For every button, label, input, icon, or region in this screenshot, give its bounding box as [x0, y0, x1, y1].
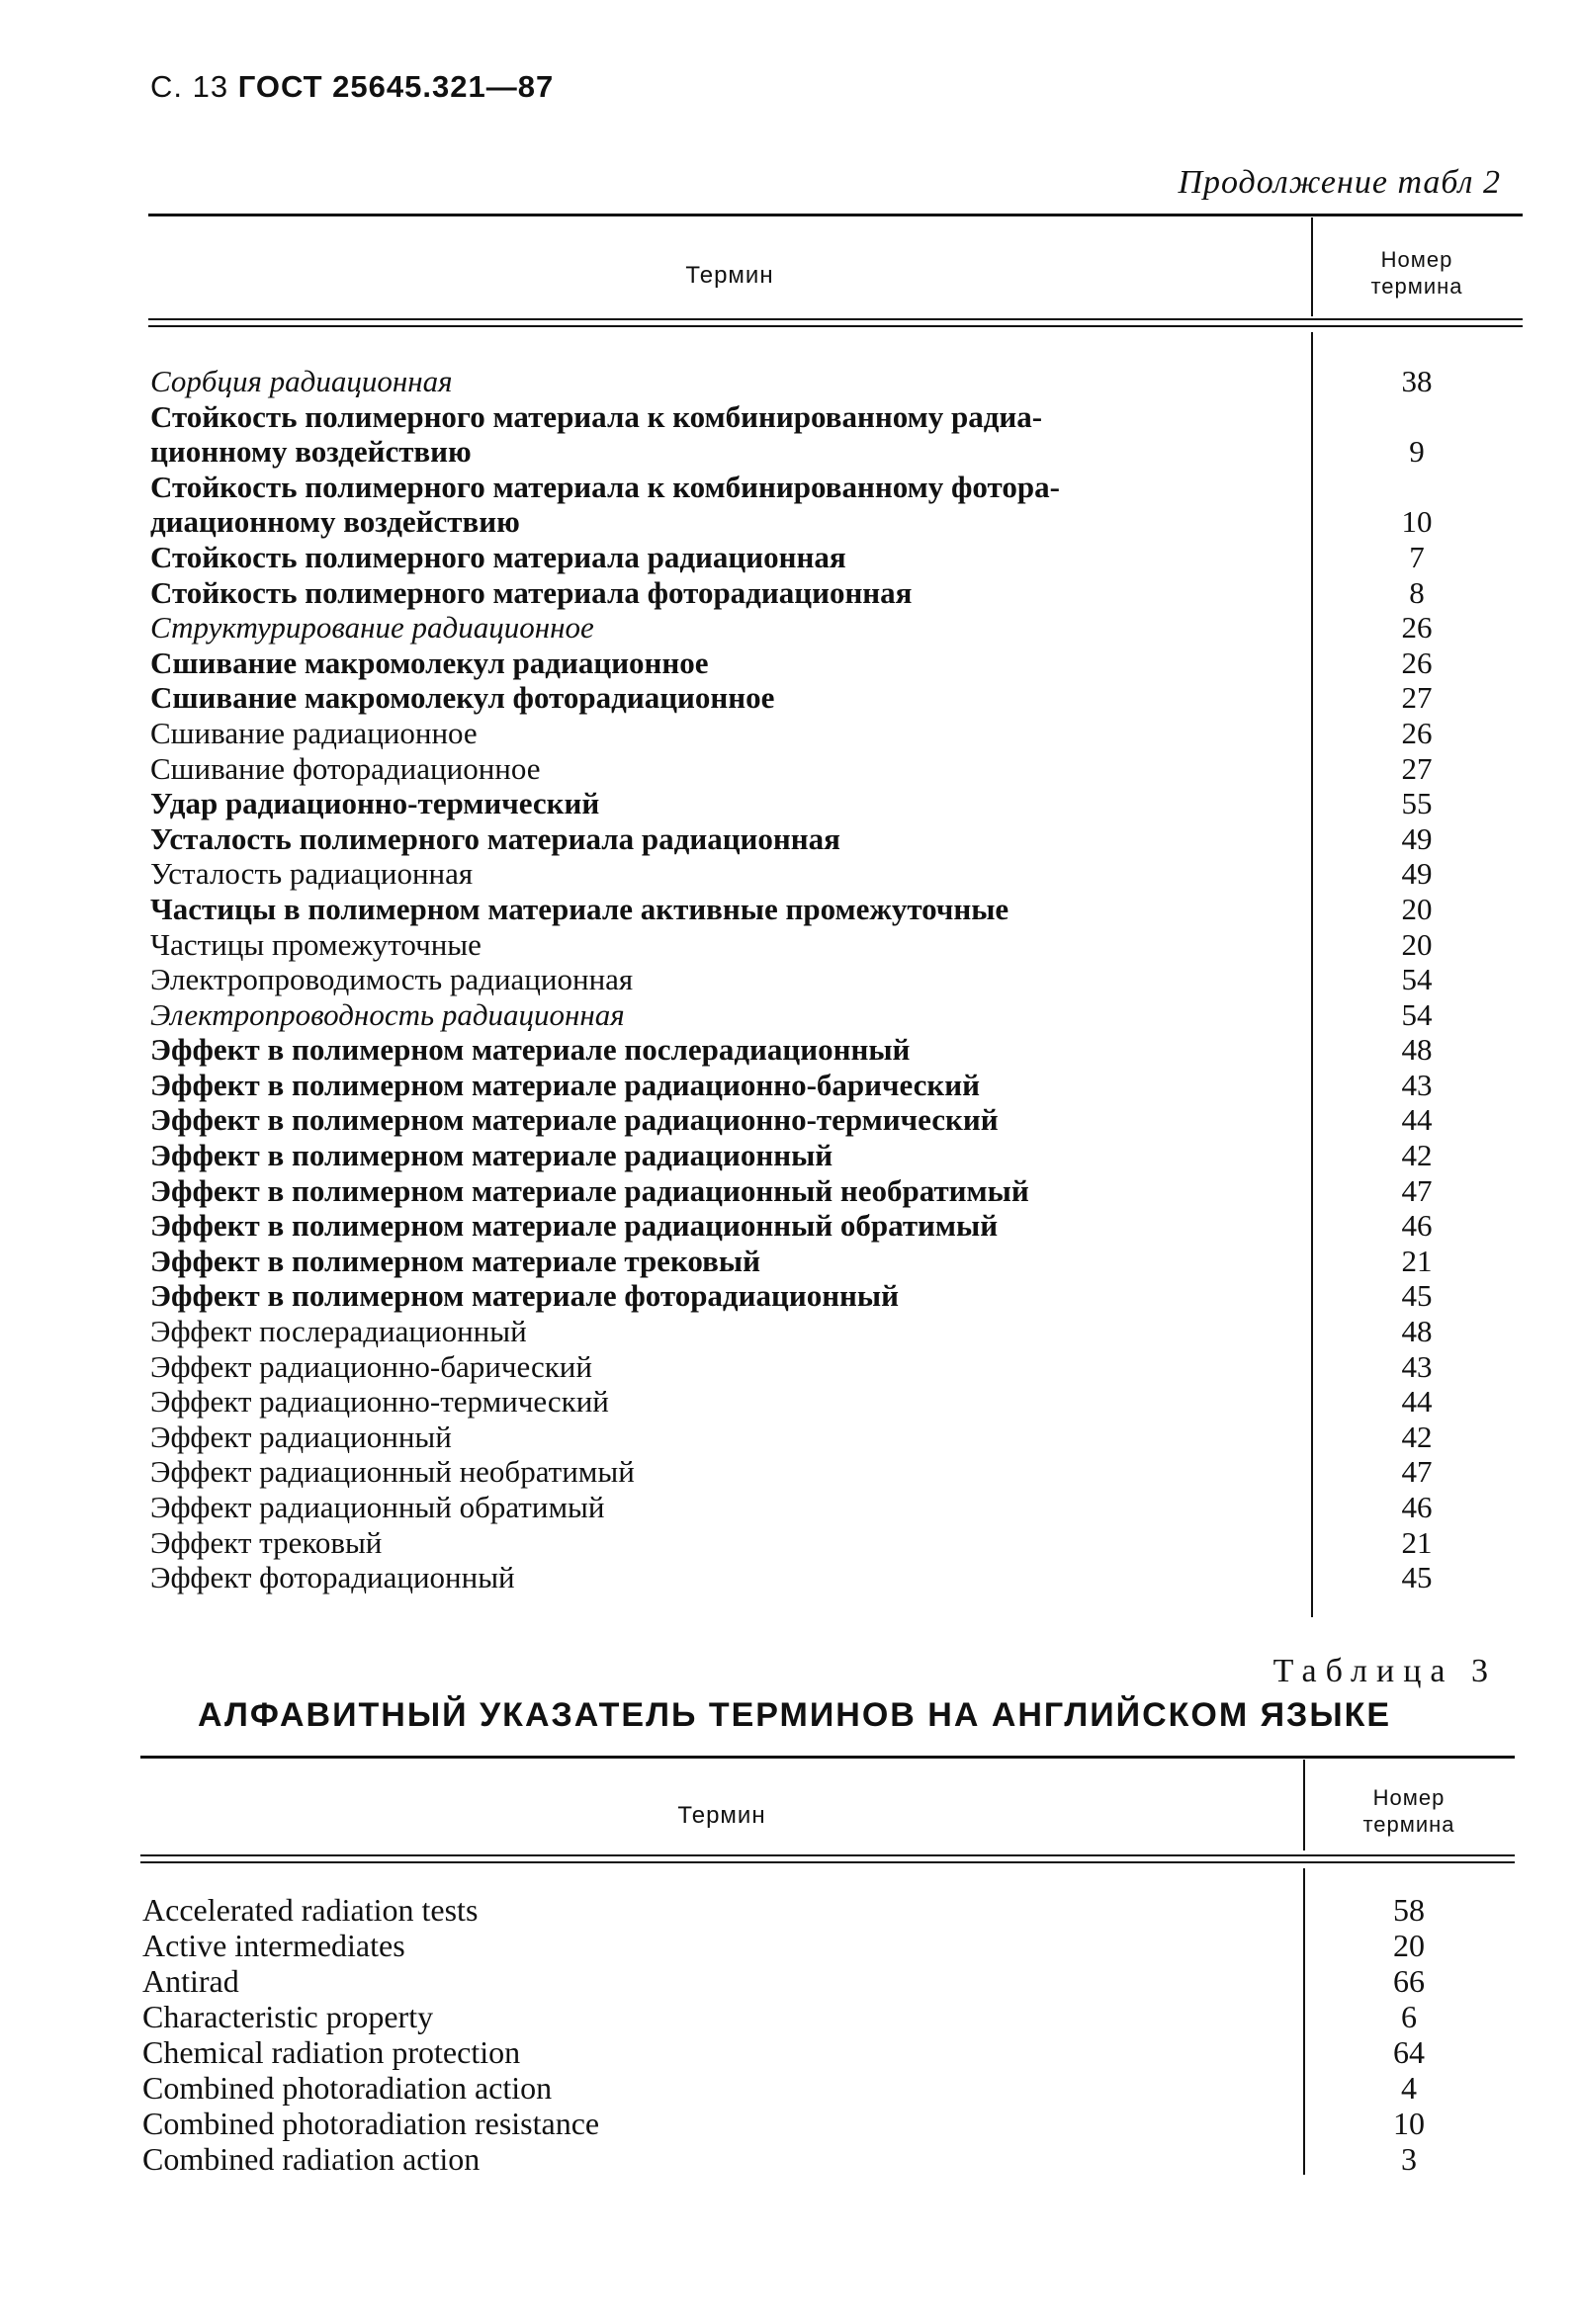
row-number: 45 — [1401, 1278, 1433, 1314]
row-number: 43 — [1401, 1348, 1433, 1384]
header-number — [1311, 246, 1523, 300]
row-number: 49 — [1401, 856, 1433, 892]
table-row — [148, 927, 1523, 963]
row-term: Электропроводимость радиационная — [150, 962, 634, 997]
table-row — [148, 1490, 1523, 1525]
row-term: Combined photoradiation resistance — [142, 2106, 600, 2141]
row-term: Сшивание радиационное — [150, 715, 478, 750]
row-term: Стойкость полимерного материала фоторадиационная — [150, 574, 913, 610]
row-number: 3 — [1401, 2141, 1417, 2177]
row-term: Сорбция радиационная — [150, 364, 453, 398]
table-row — [148, 1384, 1523, 1420]
row-number: 9 — [1409, 434, 1425, 470]
row-term: Эффект в полимерном материале радиационный обратимый — [150, 1208, 999, 1244]
table-row — [140, 2034, 1515, 2070]
row-term: Частицы в полимерном материале активные промежуточные — [150, 891, 1009, 926]
row-number: 26 — [1401, 715, 1433, 750]
row-number: 27 — [1401, 750, 1433, 786]
row-term: Частицы промежуточные — [150, 926, 482, 962]
table-row — [148, 856, 1523, 892]
row-number: 6 — [1401, 1999, 1417, 2034]
table-row — [148, 821, 1523, 857]
table-2 — [148, 214, 1523, 1617]
row-term: Сшивание фоторадиационное — [150, 750, 541, 786]
table-row — [148, 680, 1523, 716]
row-term: Characteristic property — [142, 1999, 434, 2034]
table-row — [140, 2141, 1515, 2177]
row-term: Active intermediates — [142, 1928, 405, 1963]
row-number: 21 — [1401, 1524, 1433, 1560]
table-row — [148, 364, 1523, 399]
row-number: 44 — [1401, 1384, 1433, 1420]
row-number: 27 — [1401, 680, 1433, 716]
row-term: Стойкость полимерного материала к комбинированному фотора- — [150, 469, 1060, 504]
table-row — [148, 1208, 1523, 1244]
row-term: Сшивание макромолекул фоторадиационное — [150, 680, 775, 716]
column-divider — [1311, 217, 1313, 316]
row-term: Эффект радиационно-барический — [150, 1348, 592, 1384]
row-number: 66 — [1393, 1963, 1425, 1999]
row-number: 38 — [1401, 364, 1433, 398]
table-3-body — [140, 1892, 1515, 2177]
row-number: 46 — [1401, 1208, 1433, 1244]
row-term: Combined photoradiation action — [142, 2070, 553, 2106]
page-number: С. 13 — [150, 69, 229, 104]
row-term: Стойкость полимерного материала радиационная — [150, 539, 846, 574]
table-row — [148, 962, 1523, 997]
table-row — [148, 1314, 1523, 1349]
row-number: 7 — [1409, 539, 1425, 574]
table-header — [148, 216, 1523, 323]
table-row — [148, 399, 1523, 435]
row-term: Antirad — [142, 1963, 239, 1999]
header-rule-2 — [140, 1861, 1515, 1863]
row-number: 26 — [1401, 645, 1433, 680]
row-number: 4 — [1401, 2070, 1417, 2106]
row-term: ционному воздействию — [150, 434, 472, 470]
row-number: 46 — [1401, 1490, 1433, 1524]
row-number: 44 — [1401, 1102, 1433, 1138]
row-term: Combined radiation action — [142, 2141, 481, 2177]
row-term: Эффект в полимерном материале радиационно-термический — [150, 1102, 999, 1138]
row-number: 43 — [1401, 1067, 1433, 1102]
row-number: 8 — [1409, 574, 1425, 610]
table-row — [148, 1138, 1523, 1173]
row-term: Эффект в полимерном материале радиационно-барический — [150, 1067, 980, 1102]
table-row — [148, 1560, 1523, 1595]
row-number: 20 — [1401, 926, 1433, 962]
column-divider — [1303, 1760, 1305, 1851]
table-row — [148, 434, 1523, 470]
table-2-body — [148, 364, 1523, 1595]
table-row — [148, 786, 1523, 821]
row-term: Эффект радиационный обратимый — [150, 1490, 605, 1524]
table-3 — [140, 1756, 1515, 2181]
row-term: диационному воздействию — [150, 504, 520, 540]
row-number: 45 — [1401, 1560, 1433, 1595]
row-term: Удар радиационно-термический — [150, 786, 600, 821]
header-rule-1 — [148, 318, 1523, 320]
row-term: Эффект радиационный — [150, 1419, 452, 1454]
table-3-label: Таблица 3 — [1272, 1653, 1497, 1689]
row-number: 55 — [1401, 786, 1433, 821]
row-number: 54 — [1401, 996, 1433, 1032]
table-row — [148, 1349, 1523, 1385]
table-row — [140, 2070, 1515, 2106]
header-term: Термин — [677, 1802, 766, 1829]
row-number: 48 — [1401, 1032, 1433, 1068]
table-row — [148, 1032, 1523, 1068]
header-number-line1: Номер — [1372, 1785, 1446, 1810]
row-number: 21 — [1401, 1243, 1433, 1278]
row-term: Стойкость полимерного материала к комбинированному радиа- — [150, 398, 1043, 434]
row-term: Эффект в полимерном материале трековый — [150, 1243, 760, 1278]
row-number: 20 — [1401, 891, 1433, 926]
row-number: 10 — [1393, 2106, 1425, 2141]
row-term: Эффект радиационно-термический — [150, 1384, 609, 1420]
row-term: Усталость радиационная — [150, 856, 474, 892]
table-row — [148, 1278, 1523, 1314]
row-number: 54 — [1401, 962, 1433, 997]
table-row — [148, 646, 1523, 681]
row-term: Эффект в полимерном материале радиационный необратимый — [150, 1172, 1029, 1208]
row-term: Chemical radiation protection — [142, 2034, 521, 2070]
table-row — [148, 1102, 1523, 1138]
row-number: 64 — [1393, 2034, 1425, 2070]
table-row — [140, 1892, 1515, 1928]
row-number: 47 — [1401, 1454, 1433, 1490]
table-row — [148, 504, 1523, 540]
row-term: Эффект в полимерном материале послерадиационный — [150, 1032, 911, 1068]
row-term: Эффект послерадиационный — [150, 1314, 527, 1349]
table-row — [148, 716, 1523, 751]
table-row — [148, 997, 1523, 1033]
table-row — [148, 610, 1523, 646]
row-number: 42 — [1401, 1138, 1433, 1173]
table-row — [148, 470, 1523, 505]
table-row — [148, 751, 1523, 787]
row-term: Accelerated radiation tests — [142, 1892, 479, 1928]
table-row — [140, 1928, 1515, 1963]
row-number: 20 — [1393, 1928, 1425, 1963]
page-header — [150, 69, 554, 105]
row-term: Сшивание макромолекул радиационное — [150, 645, 709, 680]
row-term: Эффект трековый — [150, 1524, 383, 1560]
row-number: 26 — [1401, 610, 1433, 646]
row-number: 48 — [1401, 1314, 1433, 1349]
row-term: Усталость полимерного материала радиационная — [150, 820, 840, 856]
table-3-title: АЛФАВИТНЫЙ УКАЗАТЕЛЬ ТЕРМИНОВ НА АНГЛИЙСКОМ ЯЗЫКЕ — [198, 1696, 1392, 1734]
row-number: 42 — [1401, 1419, 1433, 1454]
table-row — [148, 575, 1523, 611]
header-number-line1: Номер — [1380, 247, 1453, 272]
header-term: Термин — [685, 262, 774, 289]
standard-code: ГОСТ 25645.321—87 — [237, 69, 555, 104]
header-rule-2 — [148, 325, 1523, 327]
table-header — [140, 1759, 1515, 1857]
header-number — [1303, 1784, 1515, 1838]
row-term: Структурирование радиационное — [150, 610, 594, 646]
row-number: 49 — [1401, 820, 1433, 856]
row-term: Эффект фоторадиационный — [150, 1560, 515, 1595]
table-row — [140, 2106, 1515, 2141]
row-number: 58 — [1393, 1892, 1425, 1928]
header-rule-1 — [140, 1854, 1515, 1856]
table-row — [140, 1963, 1515, 1999]
row-number: 47 — [1401, 1172, 1433, 1208]
table-row — [148, 1454, 1523, 1490]
table-row — [148, 1420, 1523, 1455]
header-number-line2: термина — [1370, 274, 1463, 299]
table-row — [148, 1173, 1523, 1209]
row-term: Эффект в полимерном материале фоторадиационный — [150, 1278, 899, 1314]
header-number-line2: термина — [1362, 1812, 1455, 1837]
table-row — [148, 540, 1523, 575]
row-number: 10 — [1401, 504, 1433, 540]
row-term: Эффект в полимерном материале радиационный — [150, 1138, 833, 1173]
continuation-caption: Продолжение табл 2 — [1178, 164, 1501, 201]
table-row — [148, 1244, 1523, 1279]
row-term: Эффект радиационный необратимый — [150, 1454, 635, 1490]
row-term: Электропроводность радиационная — [150, 996, 625, 1032]
table-row — [148, 892, 1523, 927]
table-row — [148, 1068, 1523, 1103]
table-row — [140, 1999, 1515, 2034]
table-row — [148, 1525, 1523, 1561]
